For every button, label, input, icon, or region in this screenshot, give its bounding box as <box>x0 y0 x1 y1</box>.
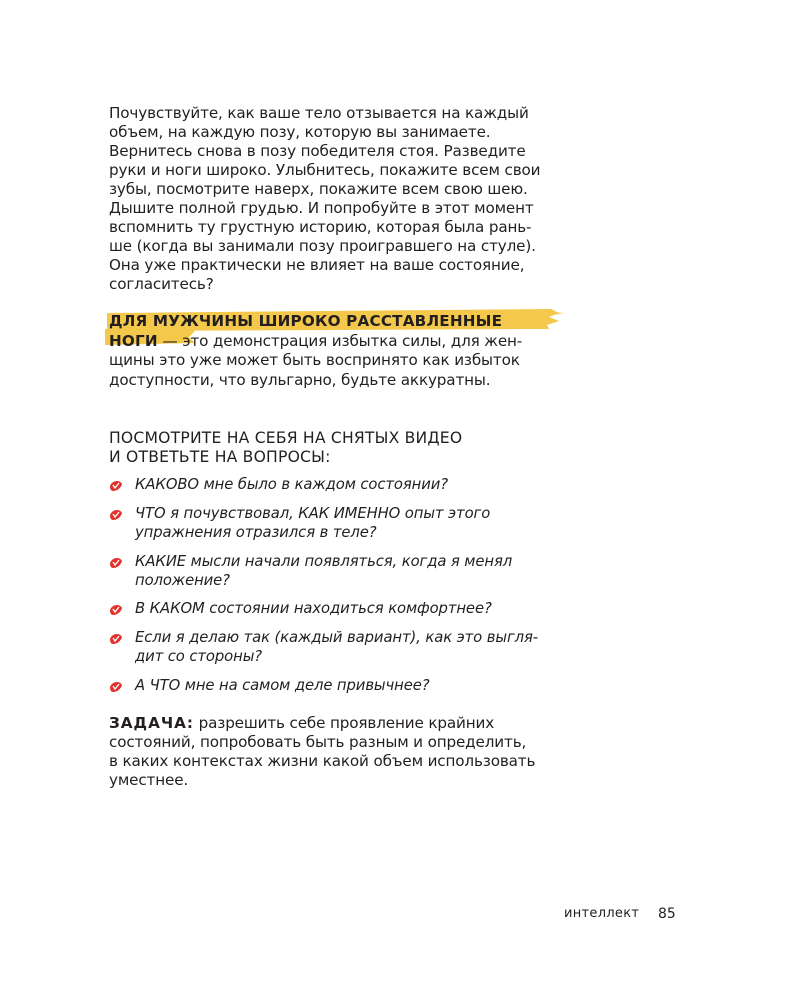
question-text <box>135 475 448 494</box>
question-text <box>135 676 430 695</box>
question-text <box>135 628 538 666</box>
intro-line: Вернитесь снова в позу победителя стоя. Разведите <box>109 142 526 160</box>
intro-line: согласитесь? <box>109 275 214 293</box>
task-line: уместнее. <box>109 771 189 789</box>
intro-line: руки и ноги широко. Улыбнитесь, покажите всем свои <box>109 161 541 179</box>
red-brush-check-icon <box>109 680 123 694</box>
intro-line: Она уже практически не влияет на ваше состояние, <box>109 256 525 274</box>
red-brush-check-icon <box>109 508 123 522</box>
highlight-note <box>109 312 579 390</box>
questions-heading <box>109 429 462 467</box>
task-label: ЗАДАЧА: <box>109 714 194 732</box>
red-brush-check-icon <box>109 479 123 493</box>
highlight-bold-text: ДЛЯ МУЖЧИНЫ ШИРОКО РАССТАВЛЕННЫЕ <box>109 312 503 330</box>
highlight-text: щины это уже может быть воспринято как избыток <box>109 351 520 369</box>
intro-line: вспомнить ту грустную историю, которая была рань- <box>109 218 532 236</box>
highlight-text: доступности, что вульгарно, будьте аккуратны. <box>109 370 491 389</box>
task-line <box>109 714 589 733</box>
task-line: состояний, попробовать быть разным и определить, <box>109 733 527 751</box>
question-line: Если я делаю так (каждый вариант), как это выгля- <box>135 629 539 646</box>
question-line: А ЧТО мне на самом деле привычнее? <box>135 677 430 694</box>
question-text <box>135 552 512 590</box>
question-text <box>135 599 492 618</box>
question-text <box>135 504 490 542</box>
question-line: КАКОВО мне было в каждом состоянии? <box>135 476 449 493</box>
running-section-name: интеллект <box>564 906 640 921</box>
question-line: упражнения отразился в теле? <box>135 524 377 541</box>
highlight-text: — это демонстрация избытка силы, для жен- <box>157 331 523 350</box>
highlight-bold-text: НОГИ <box>109 331 158 350</box>
intro-line: зубы, посмотрите наверх, покажите всем свою шею. <box>109 180 528 198</box>
intro-paragraph <box>109 104 579 294</box>
task-text: разрешить себе проявление крайних <box>193 714 495 732</box>
intro-line: объем, на каждую позу, которую вы занимаете. <box>109 123 491 141</box>
heading-line: И ОТВЕТЬТЕ НА ВОПРОСЫ: <box>109 448 331 466</box>
heading-line: ПОСМОТРИТЕ НА СЕБЯ НА СНЯТЫХ ВИДЕО <box>109 429 463 447</box>
highlight-line <box>109 351 579 371</box>
question-line: ЧТО я почувствовал, КАК ИМЕННО опыт этого <box>135 505 491 522</box>
red-brush-check-icon <box>109 632 123 646</box>
highlight-line <box>109 371 579 391</box>
task-paragraph <box>109 714 589 790</box>
red-brush-check-icon <box>109 556 123 570</box>
question-line: В КАКОМ состоянии находиться комфортнее? <box>135 600 492 617</box>
task-line: в каких контекстах жизни какой объем использовать <box>109 752 536 770</box>
highlight-line <box>109 332 579 352</box>
red-brush-check-icon <box>109 603 123 617</box>
intro-line: ше (когда вы занимали позу проигравшего на стуле). <box>109 237 536 255</box>
intro-line: Почувствуйте, как ваше тело отзывается на каждый <box>109 104 529 122</box>
question-line: положение? <box>135 572 230 589</box>
highlight-line <box>109 312 579 332</box>
intro-line: Дышите полной грудью. И попробуйте в этот момент <box>109 199 534 217</box>
page-number: 85 <box>658 906 676 922</box>
question-line: дит со стороны? <box>135 648 263 665</box>
question-line: КАКИЕ мысли начали появляться, когда я менял <box>135 553 513 570</box>
